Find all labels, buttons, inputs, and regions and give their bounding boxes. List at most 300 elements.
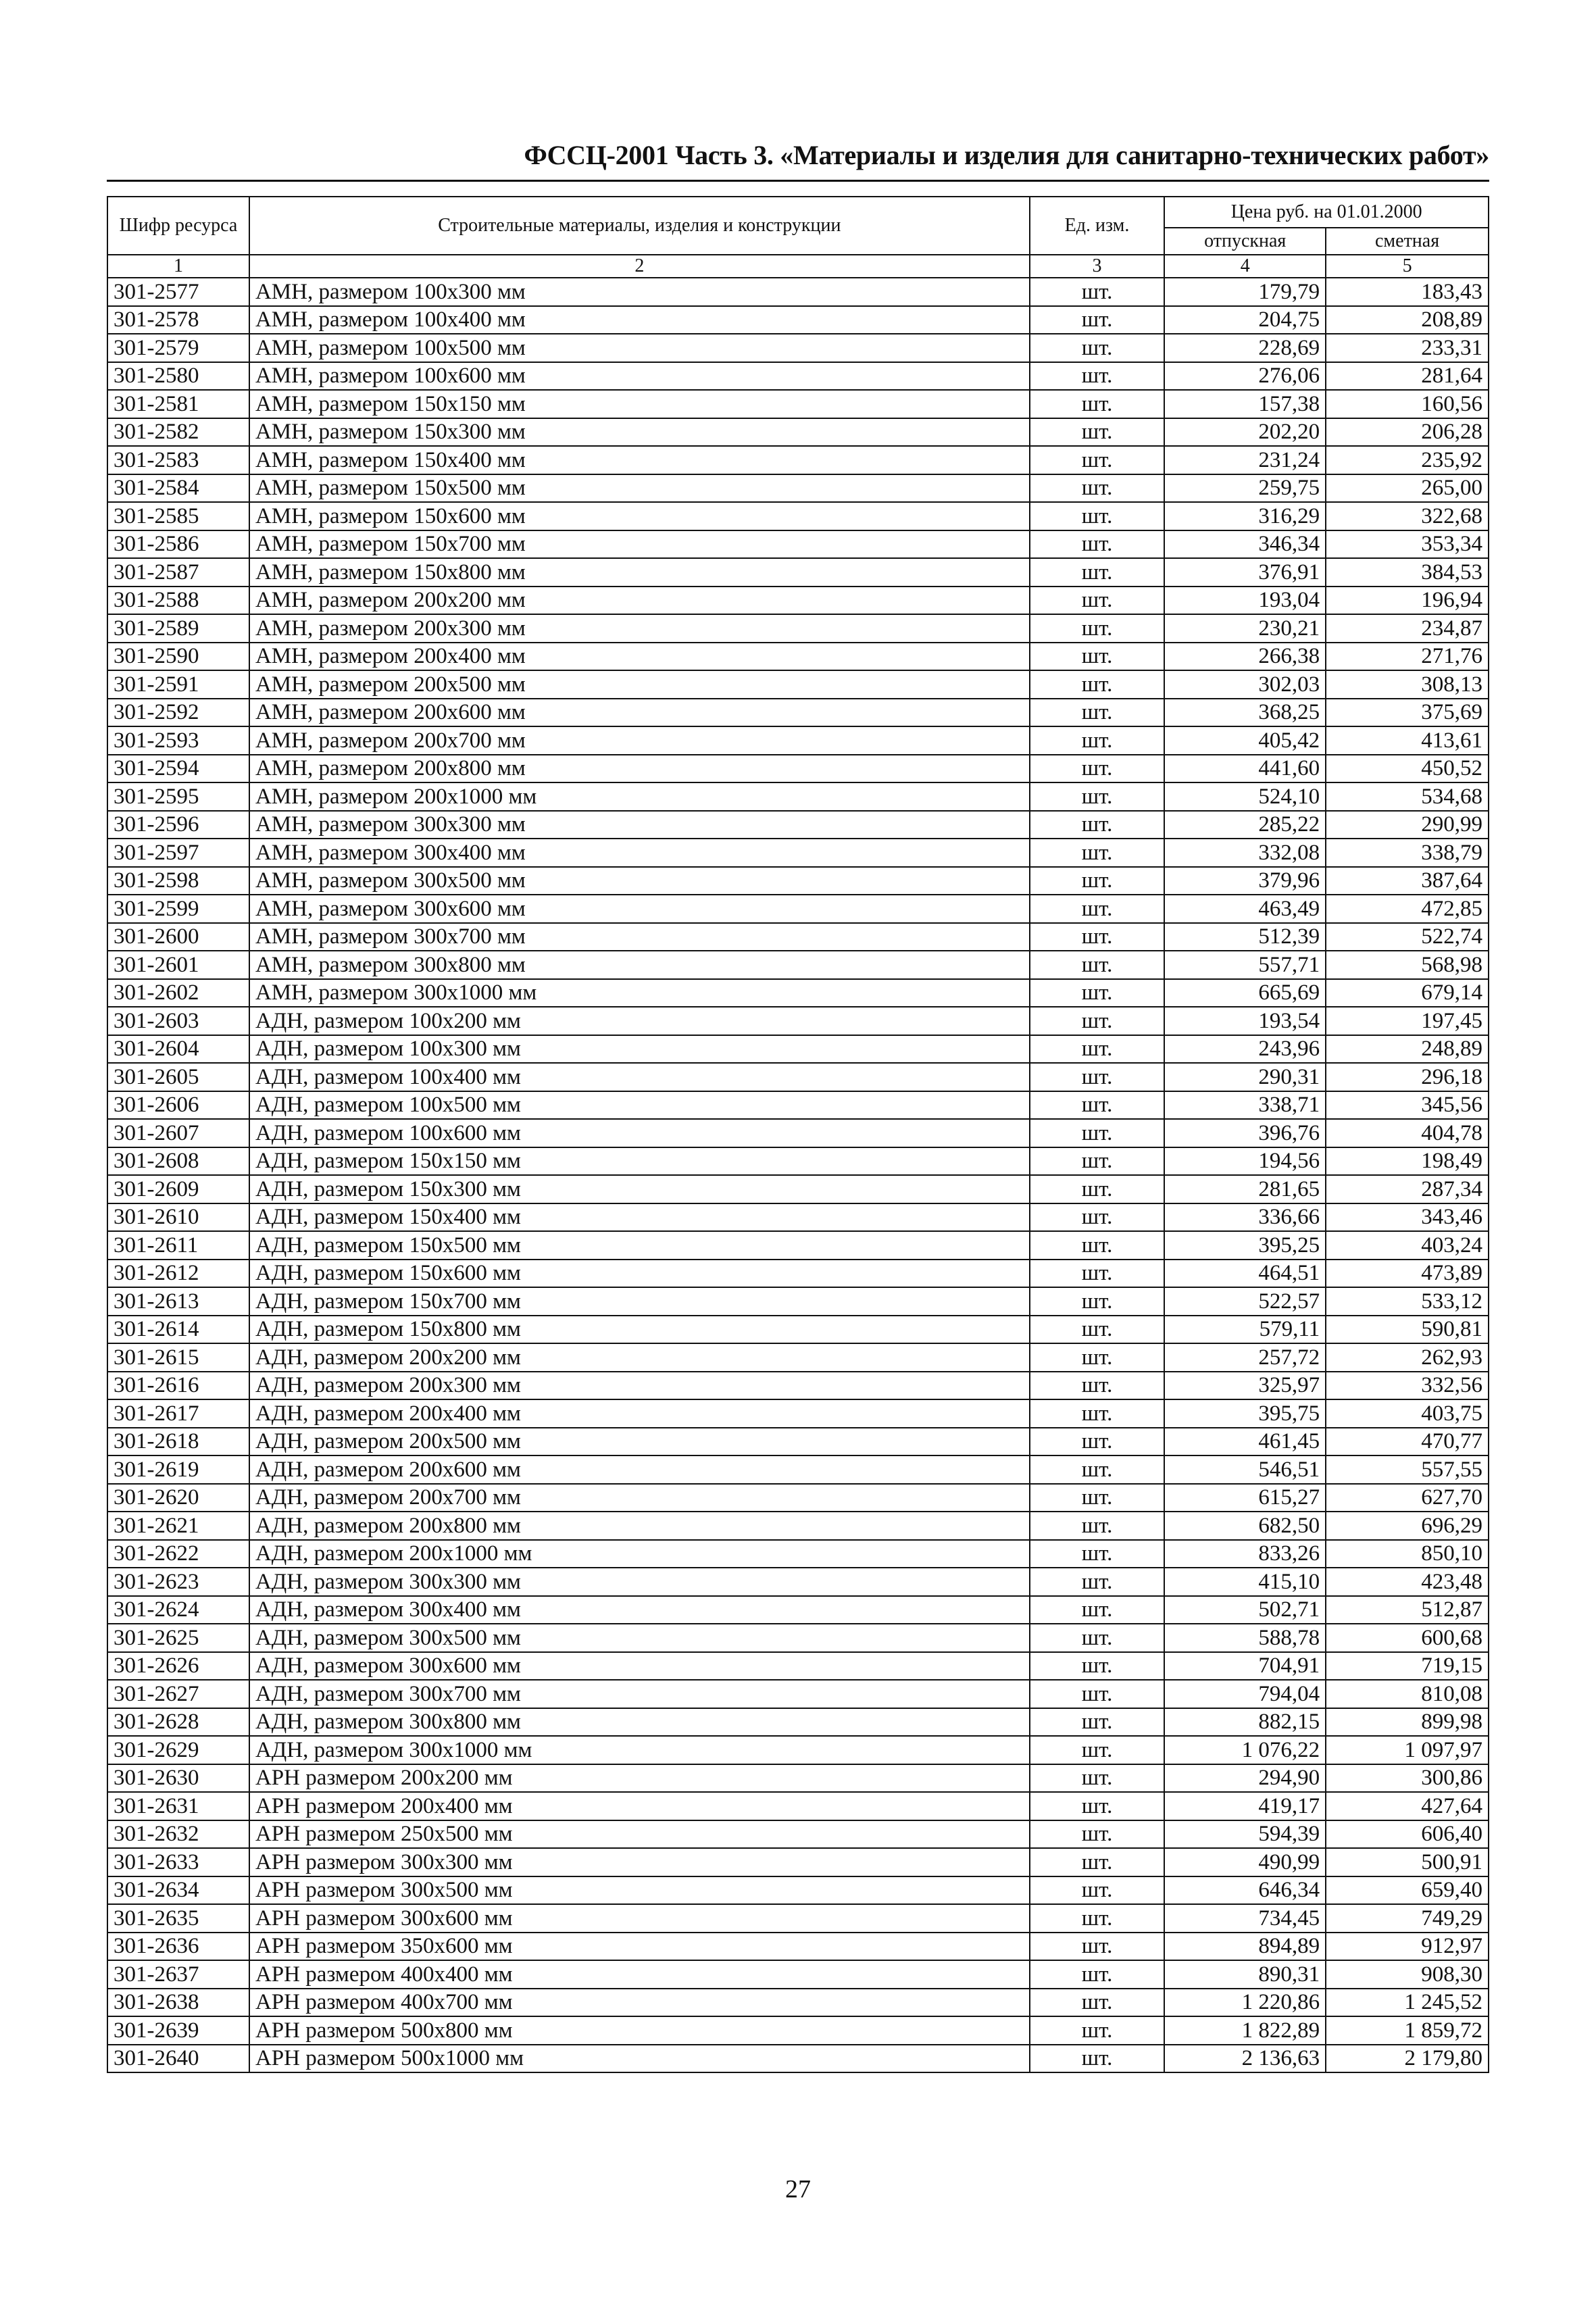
unit-of-measure: шт. — [1030, 390, 1165, 418]
material-name: АДН, размером 300х600 мм — [249, 1652, 1030, 1681]
release-price: 204,75 — [1164, 306, 1326, 334]
release-price: 833,26 — [1164, 1540, 1326, 1568]
price-table-header — [107, 197, 1489, 278]
table-row — [107, 614, 1489, 643]
table-row — [107, 951, 1489, 979]
release-price: 228,69 — [1164, 334, 1326, 362]
unit-of-measure: шт. — [1030, 446, 1165, 474]
table-row — [107, 867, 1489, 895]
resource-code: 301-2640 — [107, 2045, 249, 2073]
resource-code: 301-2598 — [107, 867, 249, 895]
material-name: АДН, размером 100х500 мм — [249, 1091, 1030, 1120]
release-price: 502,71 — [1164, 1596, 1326, 1624]
table-row — [107, 1568, 1489, 1596]
estimate-price: 404,78 — [1326, 1119, 1489, 1147]
table-row — [107, 1455, 1489, 1484]
estimate-price: 308,13 — [1326, 670, 1489, 699]
table-row — [107, 1904, 1489, 1933]
material-name: АРН размером 200х400 мм — [249, 1792, 1030, 1820]
release-price: 734,45 — [1164, 1904, 1326, 1933]
resource-code: 301-2581 — [107, 390, 249, 418]
unit-of-measure: шт. — [1030, 587, 1165, 615]
resource-code: 301-2585 — [107, 502, 249, 530]
release-price: 395,25 — [1164, 1231, 1326, 1260]
unit-of-measure: шт. — [1030, 1372, 1165, 1400]
material-name: АМН, размером 300х700 мм — [249, 923, 1030, 951]
release-price: 894,89 — [1164, 1933, 1326, 1961]
table-row — [107, 979, 1489, 1007]
material-name: АМН, размером 150х500 мм — [249, 474, 1030, 503]
release-price: 615,27 — [1164, 1484, 1326, 1512]
material-name: АДН, размером 150х600 мм — [249, 1260, 1030, 1288]
material-name: АРН размером 300х500 мм — [249, 1876, 1030, 1905]
resource-code: 301-2622 — [107, 1540, 249, 1568]
estimate-price: 290,99 — [1326, 811, 1489, 839]
resource-code: 301-2594 — [107, 755, 249, 783]
estimate-price: 659,40 — [1326, 1876, 1489, 1905]
estimate-price: 353,34 — [1326, 530, 1489, 559]
table-row — [107, 1624, 1489, 1652]
estimate-price: 183,43 — [1326, 278, 1489, 306]
table-row — [107, 643, 1489, 671]
resource-code: 301-2635 — [107, 1904, 249, 1933]
unit-of-measure: шт. — [1030, 1960, 1165, 1989]
resource-code: 301-2605 — [107, 1063, 249, 1091]
estimate-price: 248,89 — [1326, 1035, 1489, 1064]
table-row — [107, 558, 1489, 587]
resource-code: 301-2610 — [107, 1203, 249, 1232]
resource-code: 301-2579 — [107, 334, 249, 362]
column-number: 3 — [1030, 255, 1165, 278]
unit-of-measure: шт. — [1030, 1091, 1165, 1120]
table-row — [107, 1876, 1489, 1905]
release-price: 332,08 — [1164, 839, 1326, 867]
estimate-price: 534,68 — [1326, 782, 1489, 811]
unit-of-measure: шт. — [1030, 306, 1165, 334]
release-price: 379,96 — [1164, 867, 1326, 895]
resource-code: 301-2613 — [107, 1287, 249, 1316]
price-table-body — [107, 278, 1489, 2072]
release-price: 193,54 — [1164, 1007, 1326, 1035]
unit-of-measure: шт. — [1030, 2016, 1165, 2045]
unit-of-measure: шт. — [1030, 979, 1165, 1007]
release-price: 1 220,86 — [1164, 1989, 1326, 2017]
release-price: 463,49 — [1164, 895, 1326, 923]
release-price: 461,45 — [1164, 1428, 1326, 1456]
release-price: 588,78 — [1164, 1624, 1326, 1652]
release-price: 336,66 — [1164, 1203, 1326, 1232]
column-number: 4 — [1164, 255, 1326, 278]
material-name: АРН размером 500х800 мм — [249, 2016, 1030, 2045]
material-name: АМН, размером 200х400 мм — [249, 643, 1030, 671]
estimate-price: 345,56 — [1326, 1091, 1489, 1120]
unit-of-measure: шт. — [1030, 1568, 1165, 1596]
table-row — [107, 895, 1489, 923]
table-row — [107, 1512, 1489, 1540]
material-name: АДН, размером 200х400 мм — [249, 1399, 1030, 1428]
release-price: 179,79 — [1164, 278, 1326, 306]
resource-code: 301-2596 — [107, 811, 249, 839]
resource-code: 301-2629 — [107, 1736, 249, 1764]
estimate-price: 197,45 — [1326, 1007, 1489, 1035]
resource-code: 301-2597 — [107, 839, 249, 867]
unit-of-measure: шт. — [1030, 1175, 1165, 1203]
unit-of-measure: шт. — [1030, 614, 1165, 643]
table-row — [107, 1035, 1489, 1064]
resource-code: 301-2625 — [107, 1624, 249, 1652]
resource-code: 301-2630 — [107, 1764, 249, 1793]
unit-of-measure: шт. — [1030, 1399, 1165, 1428]
table-row — [107, 1596, 1489, 1624]
material-name: АМН, размером 150х700 мм — [249, 530, 1030, 559]
material-name: АДН, размером 300х800 мм — [249, 1708, 1030, 1737]
resource-code: 301-2607 — [107, 1119, 249, 1147]
estimate-price: 196,94 — [1326, 587, 1489, 615]
material-name: АМН, размером 200х700 мм — [249, 726, 1030, 755]
unit-of-measure: шт. — [1030, 1792, 1165, 1820]
unit-of-measure: шт. — [1030, 362, 1165, 391]
estimate-price: 423,48 — [1326, 1568, 1489, 1596]
table-row — [107, 1820, 1489, 1849]
release-price: 522,57 — [1164, 1287, 1326, 1316]
estimate-price: 557,55 — [1326, 1455, 1489, 1484]
unit-of-measure: шт. — [1030, 1680, 1165, 1708]
material-name: АМН, размером 150х800 мм — [249, 558, 1030, 587]
material-name: АМН, размером 300х500 мм — [249, 867, 1030, 895]
unit-of-measure: шт. — [1030, 643, 1165, 671]
estimate-price: 627,70 — [1326, 1484, 1489, 1512]
estimate-price: 473,89 — [1326, 1260, 1489, 1288]
material-name: АРН размером 400х400 мм — [249, 1960, 1030, 1989]
material-name: АМН, размером 200х200 мм — [249, 587, 1030, 615]
table-row — [107, 587, 1489, 615]
estimate-price: 206,28 — [1326, 418, 1489, 447]
table-row — [107, 1287, 1489, 1316]
unit-of-measure: шт. — [1030, 1063, 1165, 1091]
estimate-price: 332,56 — [1326, 1372, 1489, 1400]
release-price: 419,17 — [1164, 1792, 1326, 1820]
unit-of-measure: шт. — [1030, 951, 1165, 979]
unit-of-measure: шт. — [1030, 278, 1165, 306]
table-row — [107, 811, 1489, 839]
resource-code: 301-2590 — [107, 643, 249, 671]
unit-of-measure: шт. — [1030, 867, 1165, 895]
unit-of-measure: шт. — [1030, 1904, 1165, 1933]
release-price: 441,60 — [1164, 755, 1326, 783]
material-name: АДН, размером 200х700 мм — [249, 1484, 1030, 1512]
resource-code: 301-2620 — [107, 1484, 249, 1512]
table-row — [107, 1736, 1489, 1764]
unit-of-measure: шт. — [1030, 895, 1165, 923]
material-name: АДН, размером 200х600 мм — [249, 1455, 1030, 1484]
table-row — [107, 1792, 1489, 1820]
resource-code: 301-2618 — [107, 1428, 249, 1456]
table-row — [107, 502, 1489, 530]
material-name: АДН, размером 300х300 мм — [249, 1568, 1030, 1596]
table-row — [107, 1231, 1489, 1260]
estimate-price: 338,79 — [1326, 839, 1489, 867]
material-name: АМН, размером 300х600 мм — [249, 895, 1030, 923]
header-estimate-price: сметная — [1326, 228, 1489, 255]
resource-code: 301-2611 — [107, 1231, 249, 1260]
table-row — [107, 1989, 1489, 2017]
unit-of-measure: шт. — [1030, 2045, 1165, 2073]
unit-of-measure: шт. — [1030, 699, 1165, 727]
resource-code: 301-2623 — [107, 1568, 249, 1596]
release-price: 194,56 — [1164, 1147, 1326, 1176]
table-row — [107, 1119, 1489, 1147]
estimate-price: 749,29 — [1326, 1904, 1489, 1933]
table-row — [107, 418, 1489, 447]
estimate-price: 281,64 — [1326, 362, 1489, 391]
material-name: АДН, размером 200х1000 мм — [249, 1540, 1030, 1568]
page-header — [107, 132, 1489, 182]
unit-of-measure: шт. — [1030, 1455, 1165, 1484]
material-name: АМН, размером 100х500 мм — [249, 334, 1030, 362]
release-price: 285,22 — [1164, 811, 1326, 839]
release-price: 1 822,89 — [1164, 2016, 1326, 2045]
unit-of-measure: шт. — [1030, 1708, 1165, 1737]
unit-of-measure: шт. — [1030, 1933, 1165, 1961]
table-row — [107, 1428, 1489, 1456]
resource-code: 301-2587 — [107, 558, 249, 587]
table-row — [107, 306, 1489, 334]
unit-of-measure: шт. — [1030, 474, 1165, 503]
table-row — [107, 726, 1489, 755]
table-row — [107, 1260, 1489, 1288]
document-title: ФССЦ-2001 Часть 3. «Материалы и изделия для санитарно-технических работ» — [524, 140, 1489, 170]
estimate-price: 450,52 — [1326, 755, 1489, 783]
resource-code: 301-2601 — [107, 951, 249, 979]
material-name: АРН размером 200х200 мм — [249, 1764, 1030, 1793]
material-name: АДН, размером 300х500 мм — [249, 1624, 1030, 1652]
table-row — [107, 1175, 1489, 1203]
estimate-price: 2 179,80 — [1326, 2045, 1489, 2073]
resource-code: 301-2627 — [107, 1680, 249, 1708]
material-name: АДН, размером 150х150 мм — [249, 1147, 1030, 1176]
material-name: АДН, размером 100х600 мм — [249, 1119, 1030, 1147]
release-price: 882,15 — [1164, 1708, 1326, 1737]
material-name: АМН, размером 100х300 мм — [249, 278, 1030, 306]
release-price: 243,96 — [1164, 1035, 1326, 1064]
resource-code: 301-2624 — [107, 1596, 249, 1624]
estimate-price: 287,34 — [1326, 1175, 1489, 1203]
resource-code: 301-2582 — [107, 418, 249, 447]
estimate-price: 1 097,97 — [1326, 1736, 1489, 1764]
material-name: АМН, размером 150х600 мм — [249, 502, 1030, 530]
resource-code: 301-2638 — [107, 1989, 249, 2017]
release-price: 294,90 — [1164, 1764, 1326, 1793]
table-row — [107, 782, 1489, 811]
unit-of-measure: шт. — [1030, 1652, 1165, 1681]
resource-code: 301-2621 — [107, 1512, 249, 1540]
header-release-price: отпускная — [1164, 228, 1326, 255]
unit-of-measure: шт. — [1030, 1203, 1165, 1232]
release-price: 346,34 — [1164, 530, 1326, 559]
estimate-price: 384,53 — [1326, 558, 1489, 587]
release-price: 464,51 — [1164, 1260, 1326, 1288]
material-name: АДН, размером 200х200 мм — [249, 1343, 1030, 1372]
header-code: Шифр ресурса — [107, 197, 249, 255]
estimate-price: 413,61 — [1326, 726, 1489, 755]
resource-code: 301-2600 — [107, 923, 249, 951]
material-name: АДН, размером 150х300 мм — [249, 1175, 1030, 1203]
unit-of-measure: шт. — [1030, 1848, 1165, 1876]
table-row — [107, 390, 1489, 418]
material-name: АДН, размером 300х700 мм — [249, 1680, 1030, 1708]
material-name: АДН, размером 150х700 мм — [249, 1287, 1030, 1316]
estimate-price: 899,98 — [1326, 1708, 1489, 1737]
unit-of-measure: шт. — [1030, 782, 1165, 811]
price-table — [107, 196, 1489, 2073]
table-row — [107, 1652, 1489, 1681]
column-number: 5 — [1326, 255, 1489, 278]
table-row — [107, 839, 1489, 867]
table-row — [107, 1960, 1489, 1989]
release-price: 579,11 — [1164, 1316, 1326, 1344]
table-row — [107, 670, 1489, 699]
unit-of-measure: шт. — [1030, 1007, 1165, 1035]
material-name: АРН размером 300х300 мм — [249, 1848, 1030, 1876]
material-name: АМН, размером 100х400 мм — [249, 306, 1030, 334]
resource-code: 301-2615 — [107, 1343, 249, 1372]
unit-of-measure: шт. — [1030, 1343, 1165, 1372]
unit-of-measure: шт. — [1030, 1260, 1165, 1288]
resource-code: 301-2592 — [107, 699, 249, 727]
material-name: АДН, размером 150х500 мм — [249, 1231, 1030, 1260]
resource-code: 301-2588 — [107, 587, 249, 615]
table-row — [107, 1372, 1489, 1400]
resource-code: 301-2599 — [107, 895, 249, 923]
estimate-price: 533,12 — [1326, 1287, 1489, 1316]
unit-of-measure: шт. — [1030, 1035, 1165, 1064]
release-price: 376,91 — [1164, 558, 1326, 587]
material-name: АМН, размером 200х500 мм — [249, 670, 1030, 699]
release-price: 682,50 — [1164, 1512, 1326, 1540]
resource-code: 301-2628 — [107, 1708, 249, 1737]
unit-of-measure: шт. — [1030, 334, 1165, 362]
release-price: 259,75 — [1164, 474, 1326, 503]
estimate-price: 375,69 — [1326, 699, 1489, 727]
release-price: 231,24 — [1164, 446, 1326, 474]
table-row — [107, 1063, 1489, 1091]
material-name: АМН, размером 100х600 мм — [249, 362, 1030, 391]
estimate-price: 234,87 — [1326, 614, 1489, 643]
release-price: 276,06 — [1164, 362, 1326, 391]
unit-of-measure: шт. — [1030, 1736, 1165, 1764]
release-price: 396,76 — [1164, 1119, 1326, 1147]
resource-code: 301-2636 — [107, 1933, 249, 1961]
resource-code: 301-2578 — [107, 306, 249, 334]
resource-code: 301-2632 — [107, 1820, 249, 1849]
resource-code: 301-2608 — [107, 1147, 249, 1176]
material-name: АМН, размером 150х300 мм — [249, 418, 1030, 447]
resource-code: 301-2586 — [107, 530, 249, 559]
release-price: 302,03 — [1164, 670, 1326, 699]
header-name: Строительные материалы, изделия и конструкции — [249, 197, 1030, 255]
table-row — [107, 474, 1489, 503]
table-row — [107, 1203, 1489, 1232]
table-row — [107, 2045, 1489, 2073]
release-price: 546,51 — [1164, 1455, 1326, 1484]
unit-of-measure: шт. — [1030, 418, 1165, 447]
release-price: 193,04 — [1164, 587, 1326, 615]
unit-of-measure: шт. — [1030, 558, 1165, 587]
material-name: АДН, размером 150х800 мм — [249, 1316, 1030, 1344]
table-row — [107, 1399, 1489, 1428]
estimate-price: 300,86 — [1326, 1764, 1489, 1793]
estimate-price: 198,49 — [1326, 1147, 1489, 1176]
release-price: 281,65 — [1164, 1175, 1326, 1203]
unit-of-measure: шт. — [1030, 923, 1165, 951]
resource-code: 301-2626 — [107, 1652, 249, 1681]
release-price: 325,97 — [1164, 1372, 1326, 1400]
table-row — [107, 1007, 1489, 1035]
table-row — [107, 1764, 1489, 1793]
release-price: 316,29 — [1164, 502, 1326, 530]
release-price: 257,72 — [1164, 1343, 1326, 1372]
table-row — [107, 1343, 1489, 1372]
table-row — [107, 334, 1489, 362]
page-number: 27 — [785, 2175, 811, 2204]
resource-code: 301-2609 — [107, 1175, 249, 1203]
material-name: АРН размером 250х500 мм — [249, 1820, 1030, 1849]
table-row — [107, 362, 1489, 391]
unit-of-measure: шт. — [1030, 1287, 1165, 1316]
table-row — [107, 1933, 1489, 1961]
table-row — [107, 1484, 1489, 1512]
material-name: АДН, размером 200х300 мм — [249, 1372, 1030, 1400]
resource-code: 301-2591 — [107, 670, 249, 699]
table-row — [107, 1540, 1489, 1568]
material-name: АМН, размером 300х800 мм — [249, 951, 1030, 979]
estimate-price: 343,46 — [1326, 1203, 1489, 1232]
table-row — [107, 1316, 1489, 1344]
resource-code: 301-2589 — [107, 614, 249, 643]
resource-code: 301-2603 — [107, 1007, 249, 1035]
estimate-price: 403,75 — [1326, 1399, 1489, 1428]
unit-of-measure: шт. — [1030, 1147, 1165, 1176]
resource-code: 301-2637 — [107, 1960, 249, 1989]
estimate-price: 606,40 — [1326, 1820, 1489, 1849]
estimate-price: 160,56 — [1326, 390, 1489, 418]
table-row — [107, 923, 1489, 951]
resource-code: 301-2634 — [107, 1876, 249, 1905]
release-price: 2 136,63 — [1164, 2045, 1326, 2073]
table-row — [107, 1708, 1489, 1737]
table-row — [107, 1680, 1489, 1708]
release-price: 415,10 — [1164, 1568, 1326, 1596]
release-price: 524,10 — [1164, 782, 1326, 811]
unit-of-measure: шт. — [1030, 811, 1165, 839]
material-name: АМН, размером 200х1000 мм — [249, 782, 1030, 811]
resource-code: 301-2580 — [107, 362, 249, 391]
estimate-price: 322,68 — [1326, 502, 1489, 530]
release-price: 230,21 — [1164, 614, 1326, 643]
material-name: АМН, размером 200х300 мм — [249, 614, 1030, 643]
estimate-price: 233,31 — [1326, 334, 1489, 362]
estimate-price: 810,08 — [1326, 1680, 1489, 1708]
unit-of-measure: шт. — [1030, 1428, 1165, 1456]
estimate-price: 265,00 — [1326, 474, 1489, 503]
material-name: АДН, размером 200х500 мм — [249, 1428, 1030, 1456]
estimate-price: 403,24 — [1326, 1231, 1489, 1260]
resource-code: 301-2577 — [107, 278, 249, 306]
material-name: АМН, размером 200х800 мм — [249, 755, 1030, 783]
release-price: 646,34 — [1164, 1876, 1326, 1905]
unit-of-measure: шт. — [1030, 530, 1165, 559]
estimate-price: 500,91 — [1326, 1848, 1489, 1876]
